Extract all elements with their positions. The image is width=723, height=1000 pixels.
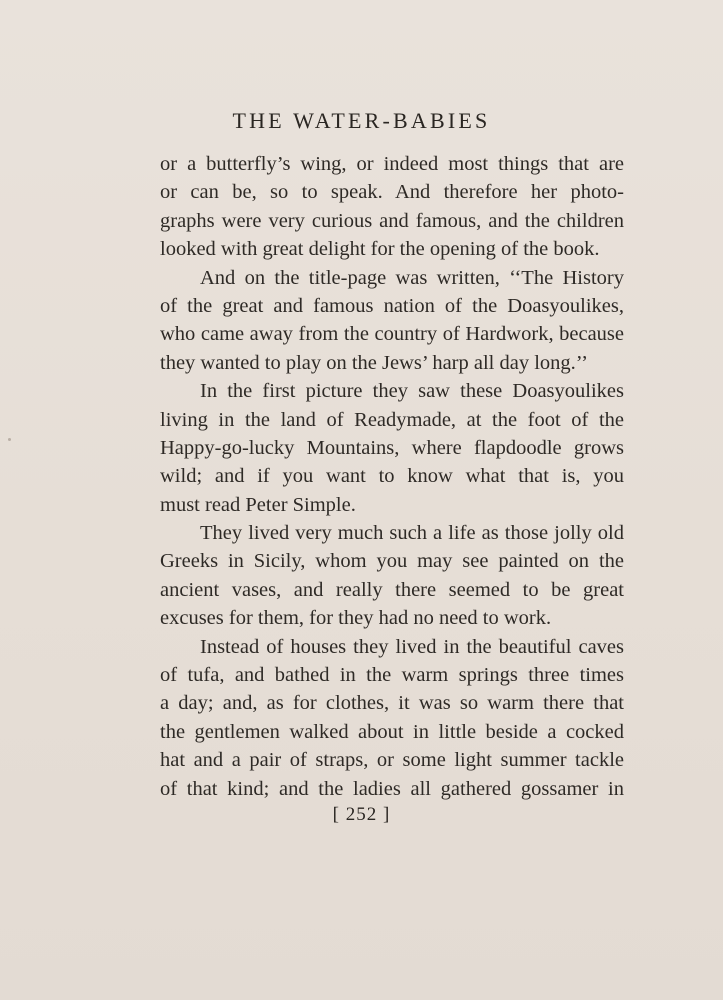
text-line: graphs were very curious and famous, and the children xyxy=(160,209,624,232)
body-text xyxy=(160,150,624,803)
text-line: of tufa, and bathed in the warm springs three times xyxy=(160,664,624,687)
text-line: must read Peter Simple. xyxy=(160,493,356,516)
paragraph xyxy=(160,150,624,264)
text-line: excuses for them, for they had no need to work. xyxy=(160,607,552,630)
text-line: ancient vases, and really there seemed to be great xyxy=(160,578,624,601)
text-line: the gentlemen walked about in little beside a cocked xyxy=(160,720,624,743)
text-line: or a butterfly’s wing, or indeed most things that are xyxy=(160,153,624,175)
text-line: of the great and famous nation of the Doasyoulikes, xyxy=(160,294,624,317)
text-line: looked with great delight for the opening of the book. xyxy=(160,238,600,261)
paragraph xyxy=(160,377,624,519)
paragraph xyxy=(160,264,624,378)
text-line: hat and a pair of straps, or some light summer tackle xyxy=(160,749,624,772)
text-line: or can be, so to speak. And therefore her photo- xyxy=(160,181,624,204)
text-line: In the first picture they saw these Doasyoulikes xyxy=(200,380,624,403)
text-line: wild; and if you want to know what that is, you xyxy=(160,465,624,488)
text-line: of that kind; and the ladies all gathered gossamer in xyxy=(160,777,624,800)
text-line: And on the title-page was written, ‘‘The History xyxy=(200,266,624,289)
text-line: living in the land of Readymade, at the foot of the xyxy=(160,408,624,431)
paragraph xyxy=(160,633,624,803)
page-number: [ 252 ] xyxy=(332,804,391,825)
text-line: Greeks in Sicily, whom you may see painted on the xyxy=(160,550,624,573)
text-line: who came away from the country of Hardwork, because xyxy=(160,323,624,346)
text-line: they wanted to play on the Jews’ harp all day long.’’ xyxy=(160,351,588,374)
text-line: They lived very much such a life as those jolly old xyxy=(200,522,624,545)
text-line: a day; and, as for clothes, it was so warm there that xyxy=(160,692,624,715)
running-head: THE WATER-BABIES xyxy=(232,108,491,133)
paper-speck xyxy=(8,438,11,441)
text-line: Happy-go-lucky Mountains, where flapdoodle grows xyxy=(160,436,624,459)
paragraph xyxy=(160,519,624,633)
text-line: Instead of houses they lived in the beautiful caves xyxy=(200,635,624,658)
